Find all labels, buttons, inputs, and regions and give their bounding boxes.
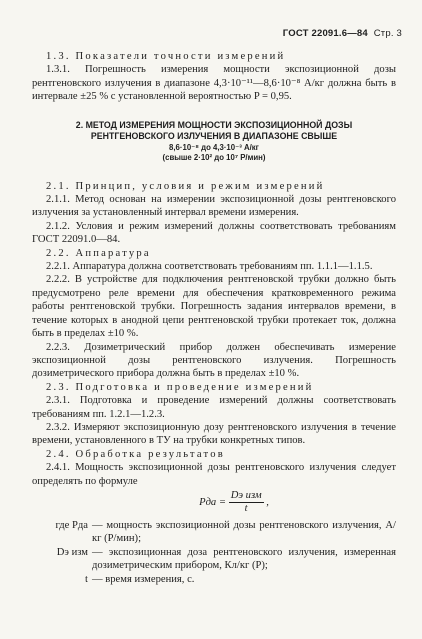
- formula-numerator: Dэ изм: [230, 489, 262, 501]
- formula-denominator: t: [244, 502, 248, 514]
- section-2-range: 8,6·10⁻⁸ до 4,3·10⁻³ А/кг: [169, 142, 259, 152]
- paragraph-2-3-2: 2.3.2. Измеряют экспозиционную дозу рентгеновского излучения в течение времени, установленного в ТУ на трубки конкретных типов.: [32, 421, 396, 447]
- formula-comma: ,: [266, 496, 269, 508]
- paragraph-1-3-1: 1.3.1. Погрешность измерения мощности экспозиционной дозы рентгеновского излучения в диапазоне 4,3·10⁻¹¹—8,6·10⁻⁸ А/кг должна быть в интервале ±25 % с установленной вероятностью P = 0,95.: [32, 64, 396, 103]
- definition-row: [32, 546, 396, 573]
- formula-definitions: [32, 519, 396, 586]
- dose-rate-formula: [72, 490, 396, 515]
- definition-text: — экспозиционная доза рентгеновского излучения, измеренная дозиметрическим прибором, Кл/кг (Р);: [92, 546, 396, 572]
- paragraph-2-2-2: 2.2.2. В устройстве для подключения рентгеновской трубки должно быть предусмотрено реле времени для обеспечения кратковременного режима работы рентгеновской трубки. Погрешность задания интервалов времени, в течение которых в анодной цепи рентгеновской трубки протекает ток, должна быть в пределах ±10 %.: [32, 274, 396, 340]
- definition-symbol: Dэ изм: [56, 546, 88, 558]
- section-2-2-title: 2.2. Аппаратура: [46, 247, 151, 259]
- paragraph-2-1-2: 2.1.2. Условия и режим измерений должны соответствовать требованиям ГОСТ 22091.0—84.: [32, 220, 396, 246]
- definition-symbol: где Pда: [55, 519, 88, 531]
- page-number: Стр. 3: [373, 28, 402, 39]
- section-2-1-title: 2.1. Принцип, условия и режим измерений: [46, 180, 325, 192]
- definition-symbol: t: [85, 573, 88, 585]
- section-1-3-title: 1.3. Показатели точности измерений: [46, 51, 286, 62]
- section-2-4-title: 2.4. Обработка результатов: [46, 448, 225, 460]
- standard-number: ГОСТ 22091.6—84: [282, 28, 368, 39]
- definition-text: — время измерения, с.: [92, 573, 195, 585]
- paragraph-2-2-1: 2.2.1. Аппаратура должна соответствовать требованиям пп. 1.1.1—1.1.5.: [46, 261, 373, 273]
- definition-row: [32, 573, 396, 586]
- definition-row: [32, 519, 396, 546]
- section-2-range-alt: (свыше 2·10² до 10⁷ Р/мин): [162, 153, 266, 163]
- paragraph-2-4-1: 2.4.1. Мощность экспозиционной дозы рентгеновского излучения следует определять по формуле: [32, 462, 396, 487]
- paragraph-2-3-1: 2.3.1. Подготовка и проведение измерений должны соответствовать требованиям пп. 1.2.1—1.2.3.: [32, 395, 396, 420]
- section-2-title: 2. МЕТОД ИЗМЕРЕНИЯ МОЩНОСТИ ЭКСПОЗИЦИОННОЙ ДОЗЫ РЕНТГЕНОВСКОГО ИЗЛУЧЕНИЯ В ДИАПАЗОНЕ СВЫШЕ: [75, 119, 353, 142]
- definition-text: — мощность экспозиционной дозы рентгеновского излучения, А/кг (Р/мин);: [92, 519, 396, 545]
- page-header: [283, 28, 402, 39]
- section-2-3-title: 2.3. Подготовка и проведение измерений: [46, 381, 314, 393]
- document-body: [32, 50, 396, 586]
- paragraph-2-2-3: 2.2.3. Дозиметрический прибор должен обеспечивать измерение экспозиционной дозы рентгеновского излучения. Погрешность дозиметрического прибора должна быть в пределах ±10 %.: [32, 341, 396, 380]
- formula-fraction: [229, 490, 264, 515]
- formula-lhs: Pда =: [199, 496, 227, 508]
- paragraph-2-1-1: 2.1.1. Метод основан на измерении экспозиционной дозы рентгеновского излучения за установленный интервал времени измерения.: [32, 194, 396, 219]
